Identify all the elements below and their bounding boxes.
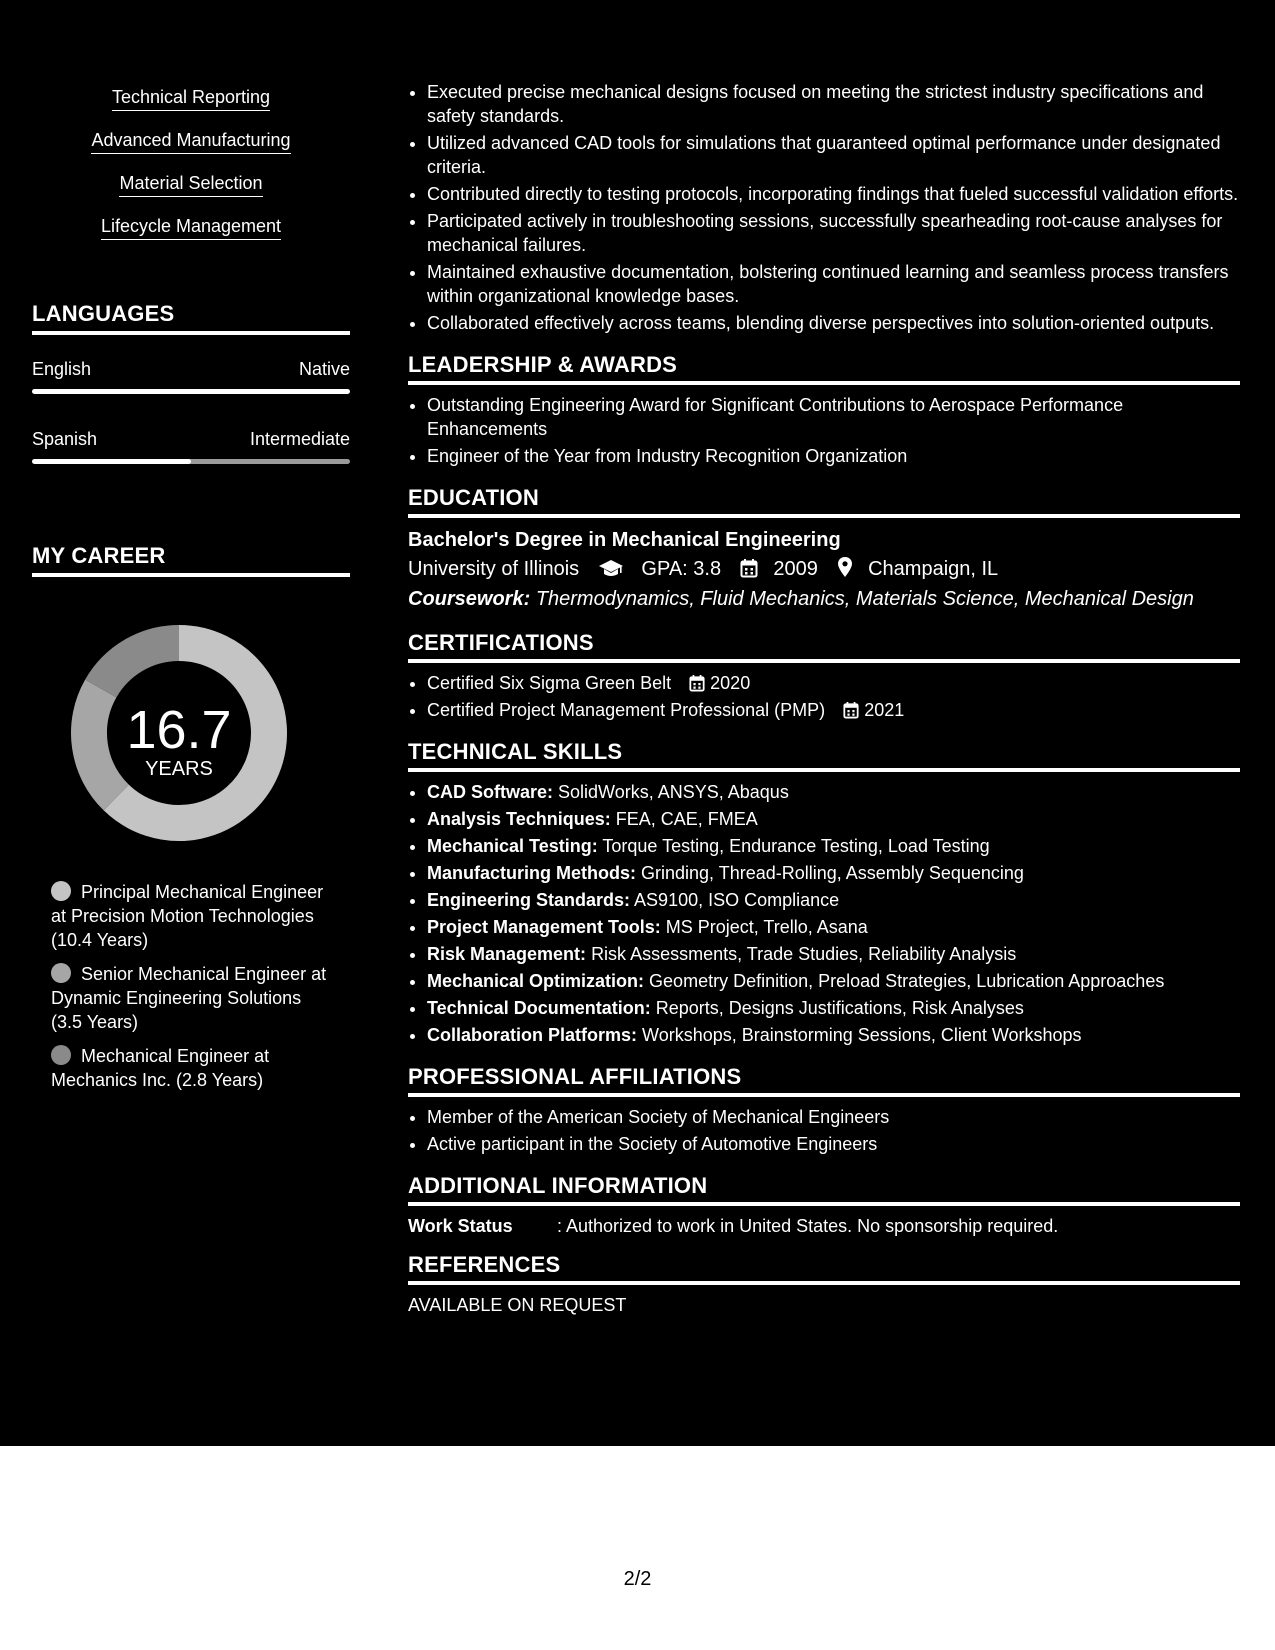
language-proficiency-fill bbox=[32, 459, 191, 464]
certification-year: 2020 bbox=[710, 673, 751, 693]
skill-tag: Material Selection bbox=[119, 172, 262, 197]
career-total-years: 16.7 bbox=[126, 700, 232, 760]
legend-dot bbox=[51, 881, 71, 901]
leadership-heading: LEADERSHIP & AWARDS bbox=[408, 352, 1240, 385]
certification-name: Certified Project Management Professional (PMP) bbox=[427, 700, 826, 720]
skill-label: Engineering Standards: bbox=[427, 890, 631, 910]
coursework bbox=[408, 584, 1240, 614]
technical-skill-item bbox=[427, 969, 1240, 993]
skill-label: Risk Management: bbox=[427, 944, 587, 964]
award-item: • Outstanding Engineering Award for Significant Contributions to Aerospace Performance Enhancements bbox=[427, 393, 1240, 441]
skill-value: FEA, CAE, FMEA bbox=[615, 809, 758, 829]
technical-skill-item bbox=[427, 807, 1240, 831]
calendar-icon bbox=[843, 701, 859, 719]
skill-label: Mechanical Optimization: bbox=[427, 971, 645, 991]
languages-heading: LANGUAGES bbox=[32, 301, 350, 335]
language-row bbox=[32, 429, 350, 450]
donut-segment bbox=[89, 688, 116, 797]
calendar-icon bbox=[740, 558, 758, 578]
skill-value: Risk Assessments, Trade Studies, Reliability Analysis bbox=[591, 944, 1017, 964]
school-location: Champaign, IL bbox=[868, 558, 999, 580]
education-details bbox=[408, 554, 1240, 584]
skill-value: Grinding, Thread-Rolling, Assembly Sequencing bbox=[641, 863, 1024, 883]
work-status bbox=[408, 1214, 1240, 1238]
skill-label: Analysis Techniques: bbox=[427, 809, 611, 829]
calendar-icon bbox=[689, 674, 705, 692]
career-heading: MY CAREER bbox=[32, 543, 350, 577]
references-text: AVAILABLE ON REQUEST bbox=[408, 1295, 627, 1315]
leadership-list bbox=[408, 393, 1240, 468]
technical-skill-item bbox=[427, 942, 1240, 966]
school-name: University of Illinois bbox=[408, 558, 580, 580]
technical-skills-list bbox=[408, 780, 1240, 1047]
skill-label: Mechanical Testing: bbox=[427, 836, 598, 856]
language-level: Intermediate bbox=[249, 429, 350, 449]
certification-item bbox=[427, 671, 1240, 695]
skill-value: Geometry Definition, Preload Strategies, Lubrication Approaches bbox=[649, 971, 1165, 991]
certification-item bbox=[427, 698, 1240, 722]
technical-skill-item bbox=[427, 915, 1240, 939]
language-proficiency-bar bbox=[32, 459, 350, 464]
technical-skill-item bbox=[427, 1023, 1240, 1047]
skill-value: Torque Testing, Endurance Testing, Load Testing bbox=[602, 836, 990, 856]
graduation-cap-icon bbox=[598, 558, 624, 578]
skill-label: Collaboration Platforms: bbox=[427, 1025, 638, 1045]
language-proficiency-fill bbox=[32, 389, 350, 394]
language-name: Spanish bbox=[32, 429, 98, 449]
certifications-list bbox=[408, 671, 1240, 722]
work-status-label: Work Status bbox=[408, 1216, 513, 1236]
skill-label: CAD Software: bbox=[427, 782, 554, 802]
award-item: • Engineer of the Year from Industry Recognition Organization bbox=[427, 444, 1240, 468]
certifications-heading: CERTIFICATIONS bbox=[408, 630, 1240, 663]
skill-value: AS9100, ISO Compliance bbox=[634, 890, 840, 910]
career-role-text: Mechanical Engineer at Mechanics Inc. (2.8 Years) bbox=[51, 1046, 270, 1090]
education-heading: EDUCATION bbox=[408, 485, 1240, 518]
work-status-value: : Authorized to work in United States. No sponsorship required. bbox=[557, 1216, 1059, 1236]
skill-value: SolidWorks, ANSYS, Abaqus bbox=[558, 782, 789, 802]
language-proficiency-bar bbox=[32, 389, 350, 394]
technical-skill-item bbox=[427, 861, 1240, 885]
experience-bullet: • Collaborated effectively across teams, blending diverse perspectives into solution-oriented outputs. bbox=[427, 311, 1240, 335]
skill-label: Manufacturing Methods: bbox=[427, 863, 636, 883]
skill-tag: Advanced Manufacturing bbox=[91, 129, 290, 154]
donut-segment bbox=[101, 643, 179, 688]
certification-name: Certified Six Sigma Green Belt bbox=[427, 673, 672, 693]
technical-skill-item bbox=[427, 996, 1240, 1020]
career-legend-item bbox=[51, 962, 336, 1034]
skill-tag: Lifecycle Management bbox=[101, 215, 281, 240]
technical-skill-item bbox=[427, 780, 1240, 804]
career-legend-item bbox=[51, 1044, 336, 1092]
skill-tags bbox=[32, 86, 350, 258]
technical-skills-heading: TECHNICAL SKILLS bbox=[408, 739, 1240, 772]
career-donut-chart bbox=[66, 620, 292, 846]
gpa: GPA: 3.8 bbox=[641, 558, 722, 580]
language-level: Native bbox=[298, 359, 350, 379]
skill-value: Reports, Designs Justifications, Risk Analyses bbox=[655, 998, 1024, 1018]
language-name: English bbox=[32, 359, 92, 379]
skill-value: Workshops, Brainstorming Sessions, Client Workshops bbox=[642, 1025, 1082, 1045]
experience-bullet: • Contributed directly to testing protocols, incorporating findings that fueled successful validation efforts. bbox=[427, 182, 1240, 206]
location-pin-icon bbox=[837, 556, 853, 578]
skill-label: Technical Documentation: bbox=[427, 998, 651, 1018]
experience-bullet: • Maintained exhaustive documentation, bolstering continued learning and seamless process transfers within organizational knowledge bases. bbox=[427, 260, 1240, 308]
language-row bbox=[32, 359, 350, 380]
affiliations-heading: PROFESSIONAL AFFILIATIONS bbox=[408, 1064, 1240, 1097]
career-total-unit: YEARS bbox=[145, 758, 213, 780]
skill-value: MS Project, Trello, Asana bbox=[665, 917, 868, 937]
career-legend bbox=[51, 880, 336, 1102]
technical-skill-item bbox=[427, 834, 1240, 858]
skill-label: Project Management Tools: bbox=[427, 917, 661, 937]
coursework-list: Thermodynamics, Fluid Mechanics, Materials Science, Mechanical Design bbox=[535, 588, 1194, 610]
additional-info-heading: ADDITIONAL INFORMATION bbox=[408, 1173, 1240, 1206]
experience-bullet: • Participated actively in troubleshooting sessions, successfully spearheading root-cause analyses for mechanical failures. bbox=[427, 209, 1240, 257]
experience-bullet: • Executed precise mechanical designs focused on meeting the strictest industry specifications and safety standards. bbox=[427, 80, 1240, 128]
page-number: 2/2 bbox=[623, 1568, 652, 1590]
coursework-label: Coursework: bbox=[408, 588, 531, 610]
affiliation-item: • Active participant in the Society of Automotive Engineers bbox=[427, 1132, 1240, 1156]
affiliation-item: • Member of the American Society of Mechanical Engineers bbox=[427, 1105, 1240, 1129]
career-role-text: Senior Mechanical Engineer at Dynamic Engineering Solutions (3.5 Years) bbox=[51, 964, 327, 1032]
career-legend-item bbox=[51, 880, 336, 952]
affiliations-list bbox=[408, 1105, 1240, 1156]
experience-bullets bbox=[408, 80, 1240, 335]
references-heading: REFERENCES bbox=[408, 1252, 1240, 1285]
legend-dot bbox=[51, 1045, 71, 1065]
graduation-year: 2009 bbox=[773, 558, 818, 580]
legend-dot bbox=[51, 963, 71, 983]
career-role-text: Principal Mechanical Engineer at Precision Motion Technologies (10.4 Years) bbox=[51, 882, 324, 950]
skill-tag: Technical Reporting bbox=[112, 86, 270, 111]
main-content bbox=[408, 80, 1240, 1317]
sidebar bbox=[0, 0, 382, 1446]
technical-skill-item bbox=[427, 888, 1240, 912]
certification-year: 2021 bbox=[864, 700, 905, 720]
degree-title: Bachelor's Degree in Mechanical Engineering bbox=[408, 529, 841, 551]
experience-bullet: • Utilized advanced CAD tools for simulations that guaranteed optimal performance under designated criteria. bbox=[427, 131, 1240, 179]
